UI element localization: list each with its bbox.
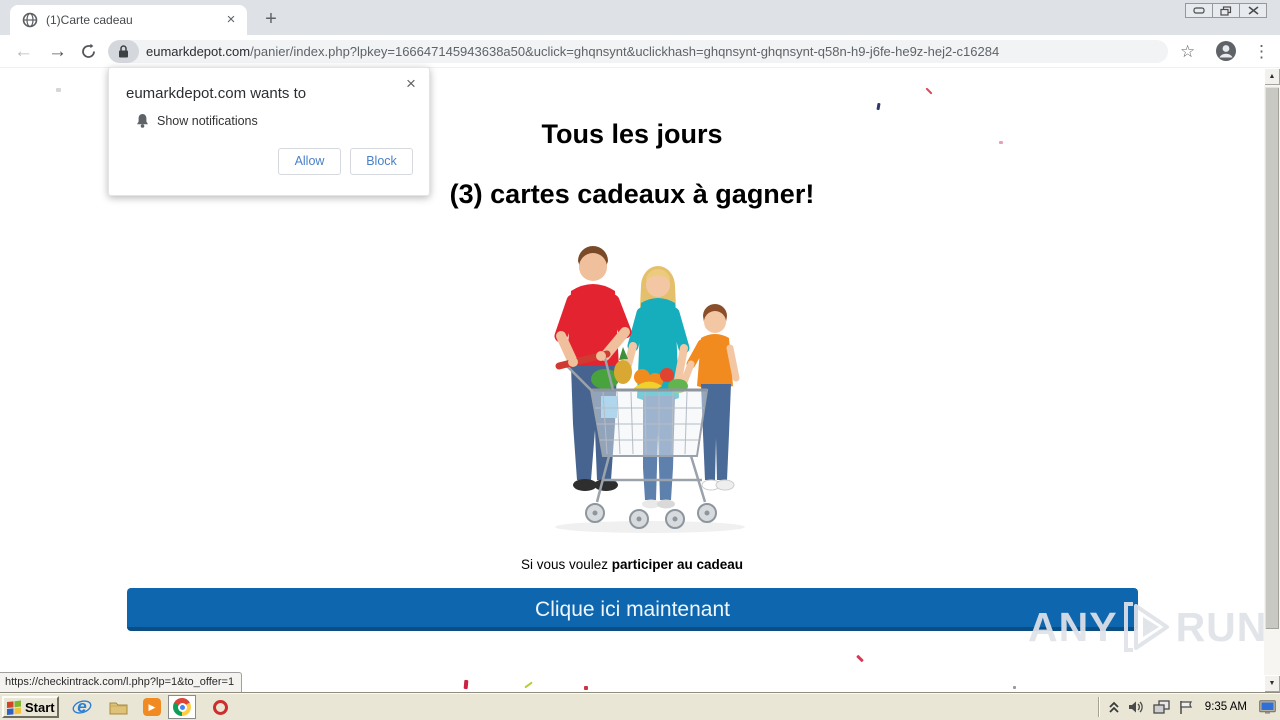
allow-button[interactable]: Allow	[278, 148, 341, 175]
bell-icon	[135, 113, 150, 129]
click-here-button[interactable]: Clique ici maintenant	[127, 588, 1138, 631]
window-controls	[1186, 3, 1267, 18]
display-icon[interactable]	[1259, 700, 1276, 714]
page-heading-2: (3) cartes cadeaux à gagner!	[449, 179, 815, 209]
back-button[interactable]: ←	[14, 41, 33, 62]
profile-avatar-icon[interactable]	[1215, 40, 1237, 67]
block-button[interactable]: Block	[350, 148, 413, 175]
minimize-button[interactable]	[1185, 3, 1213, 18]
taskbar-clock[interactable]: 9:35 AM	[1204, 701, 1247, 713]
close-button[interactable]	[1239, 3, 1267, 18]
page-heading-1: Tous les jours	[541, 119, 723, 149]
vertical-scrollbar[interactable]	[1264, 68, 1280, 692]
watermark-run: RUN	[1175, 603, 1268, 650]
url-text	[146, 44, 999, 59]
tab-close-icon[interactable]: ×	[226, 11, 236, 28]
bookmark-star-icon[interactable]: ☆	[1180, 42, 1196, 61]
browser-menu-icon[interactable]: ⋮	[1253, 42, 1270, 61]
confetti-particle	[56, 88, 61, 92]
confetti-particle	[856, 655, 864, 663]
opera-icon[interactable]	[210, 697, 230, 717]
cta-text	[0, 557, 1264, 572]
network-icon[interactable]	[1153, 700, 1170, 715]
media-player-icon[interactable]: ▶	[142, 697, 162, 717]
scroll-down-button[interactable]: ▼	[1264, 675, 1280, 692]
folder-icon[interactable]	[108, 697, 128, 717]
url-path: /panier/index.php?lpkey=166647145943638a50&uclick=ghqnsynt&uclickhash=ghqnsynt-ghqnsynt-q58n-h9-j6fe-he9z-hej2-c16284	[250, 44, 1000, 59]
cta-prefix: Si vous voulez	[520, 557, 612, 572]
confetti-particle	[524, 682, 533, 689]
restore-button[interactable]	[1212, 3, 1240, 18]
site-security-chip[interactable]	[108, 40, 139, 63]
reload-button[interactable]	[80, 43, 97, 65]
browser-tab[interactable]	[10, 5, 247, 35]
scroll-up-button[interactable]: ▲	[1264, 68, 1280, 85]
windows-logo-icon	[7, 700, 22, 715]
windows-taskbar	[0, 692, 1280, 720]
address-bar[interactable]	[108, 40, 1168, 63]
dialog-permission-text: Show notifications	[157, 114, 258, 128]
dialog-title: eumarkdepot.com wants to	[126, 85, 307, 102]
volume-icon[interactable]	[1128, 700, 1144, 714]
cta-bold: participer au cadeau	[611, 557, 744, 572]
start-label: Start	[25, 699, 55, 715]
globe-favicon-icon	[22, 12, 38, 28]
confetti-particle	[464, 680, 469, 689]
chrome-logo-icon	[173, 698, 191, 716]
tab-title: (1)Carte cadeau	[46, 13, 133, 27]
status-bar-link: https://checkintrack.com/l.php?lp=1&to_offer=1	[0, 672, 242, 692]
lock-icon	[118, 45, 129, 58]
confetti-particle	[876, 103, 880, 110]
confetti-particle	[1013, 686, 1016, 689]
url-domain: eumarkdepot.com	[146, 44, 251, 59]
confetti-particle	[925, 87, 932, 94]
new-tab-button[interactable]: +	[265, 8, 277, 30]
collapse-chevron-icon[interactable]	[1109, 701, 1119, 713]
forward-button[interactable]: →	[48, 41, 67, 62]
notification-permission-dialog	[108, 67, 430, 196]
tray-divider	[1098, 697, 1100, 717]
browser-toolbar	[0, 35, 1280, 68]
system-tray	[1096, 693, 1278, 720]
tab-strip	[0, 0, 1280, 35]
dialog-close-icon[interactable]: ×	[406, 74, 416, 93]
internet-explorer-icon[interactable]: e	[72, 697, 92, 717]
scrollbar-thumb[interactable]	[1265, 87, 1279, 629]
watermark-any: ANY	[1028, 603, 1118, 650]
confetti-particle	[584, 686, 588, 690]
start-button[interactable]	[2, 696, 59, 718]
family-shopping-cart-image	[545, 228, 760, 535]
language-flag-icon[interactable]	[1179, 700, 1193, 715]
chrome-taskbar-button[interactable]	[168, 695, 196, 719]
